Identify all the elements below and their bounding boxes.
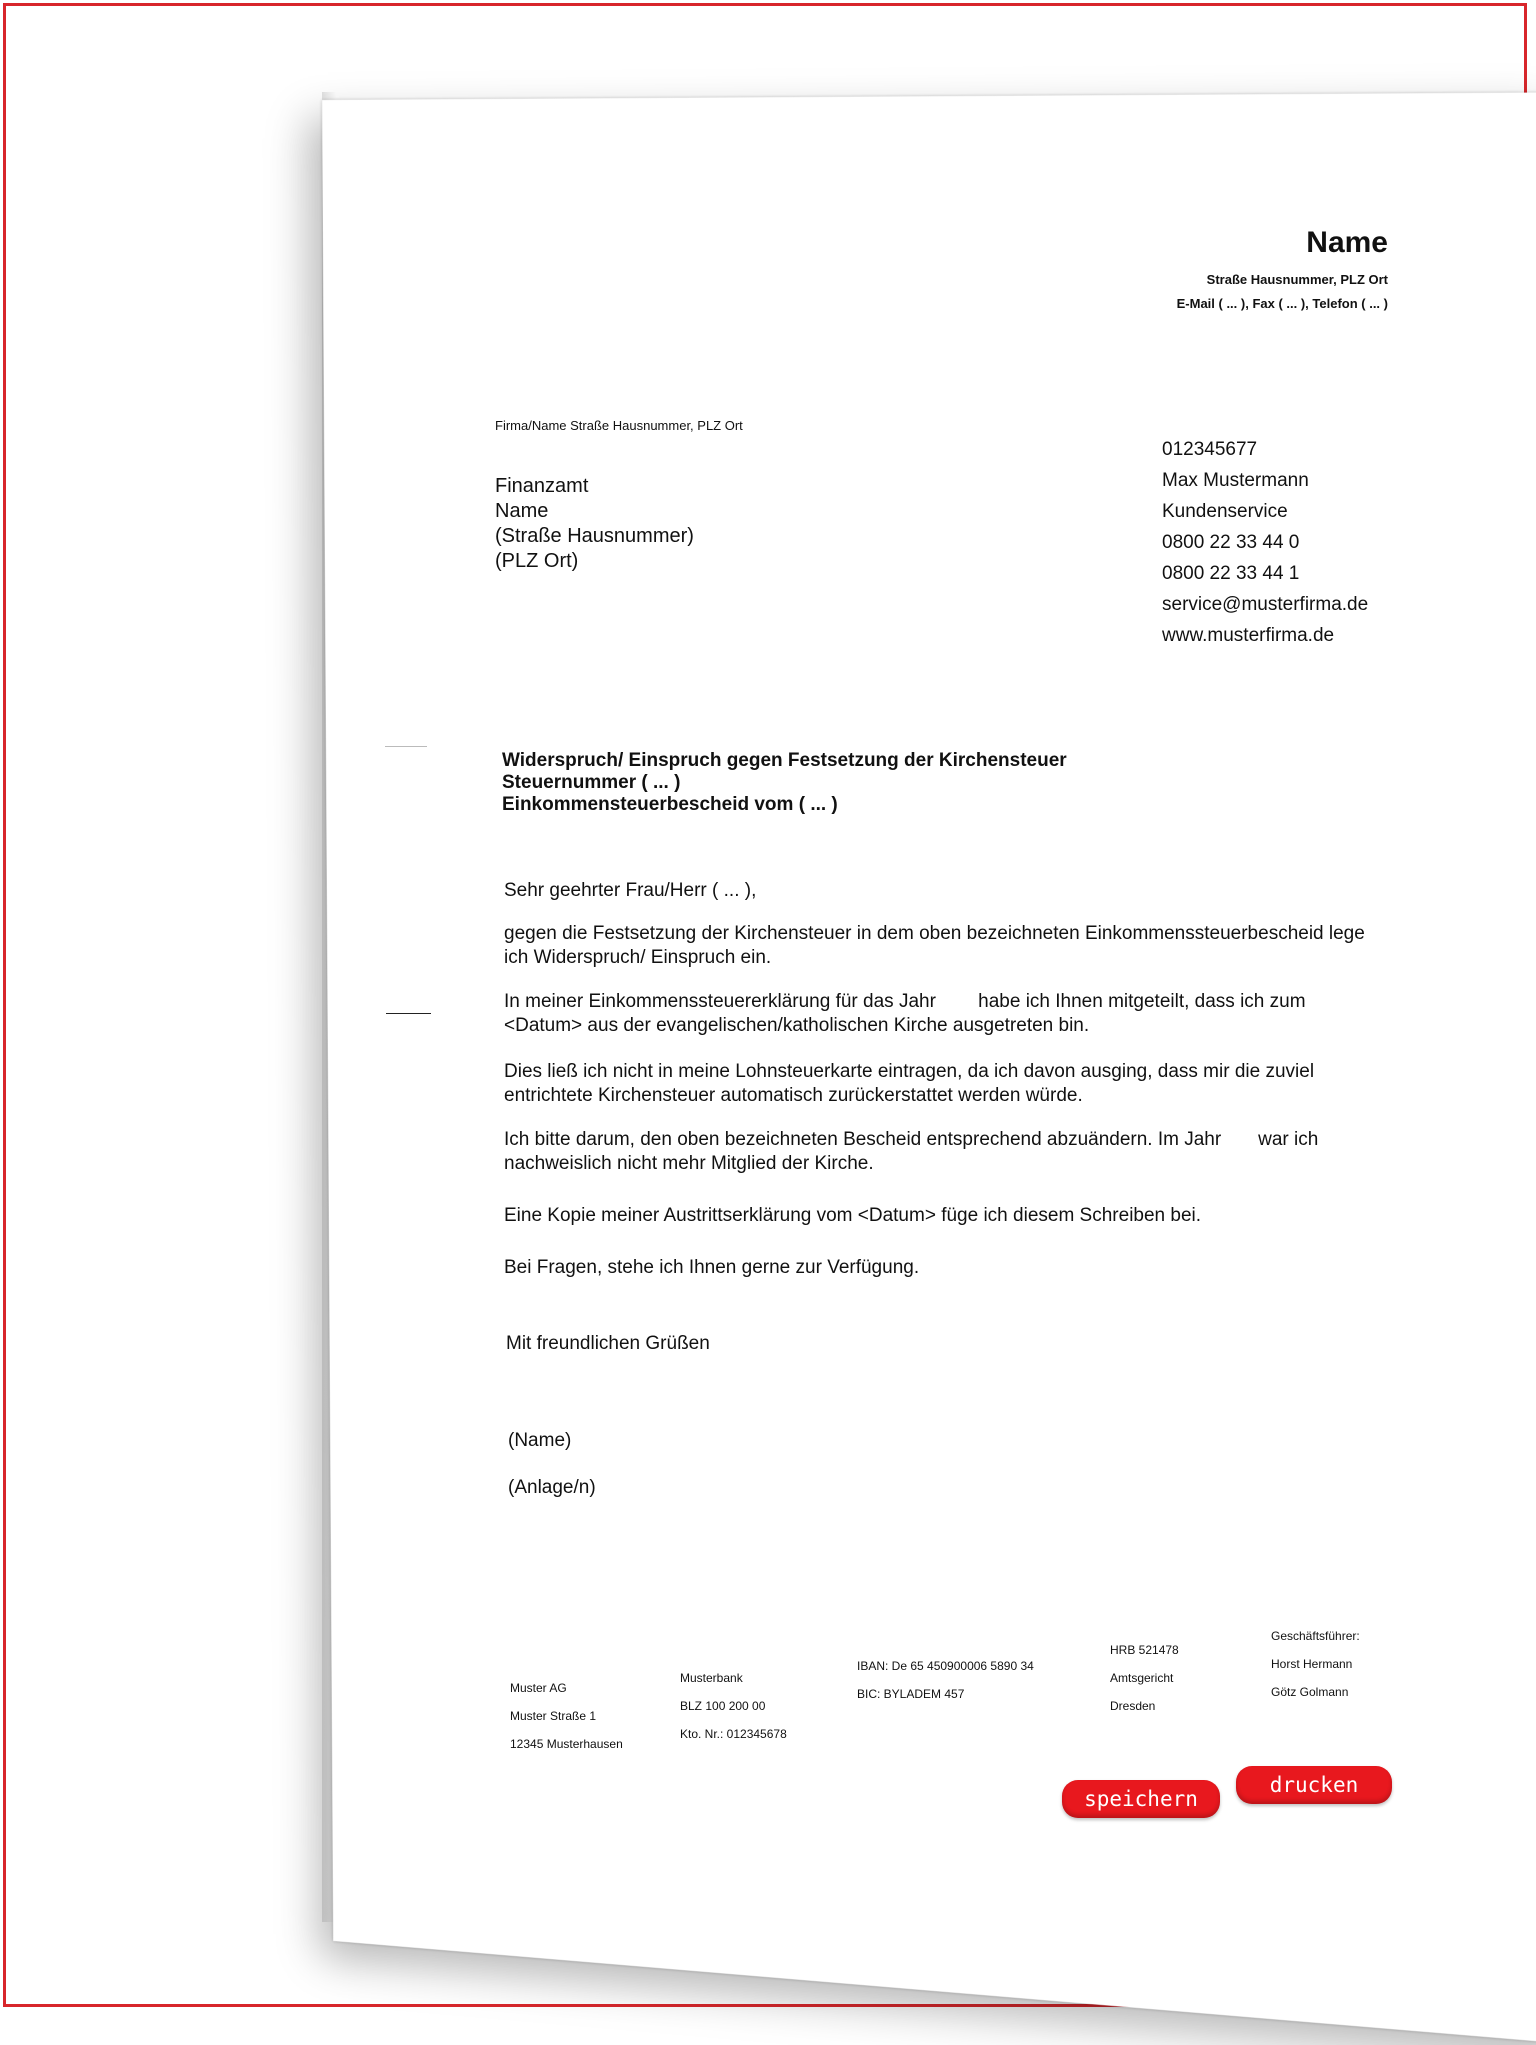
attachment-note: (Anlage/n) (508, 1477, 596, 1498)
print-button[interactable]: drucken (1236, 1766, 1392, 1804)
footer-management (1271, 1622, 1360, 1706)
recipient-line: Name (495, 500, 549, 522)
recipient-line: (PLZ Ort) (495, 550, 579, 572)
paragraph-line: In meiner Einkommenssteuererklärung für das Jahr habe ich Ihnen mitgeteilt, dass ich zum (504, 991, 1306, 1012)
contact-line: www.musterfirma.de (1162, 625, 1335, 646)
subject-line: Widerspruch/ Einspruch gegen Festsetzung der Kirchensteuer (502, 750, 1067, 771)
contact-block (1162, 434, 1368, 651)
contact-line: 012345677 (1162, 439, 1258, 460)
footer-register (1110, 1636, 1179, 1720)
footer-company (510, 1674, 623, 1758)
footer-line: Dresden (1110, 1699, 1156, 1713)
footer-line: BIC: BYLADEM 457 (857, 1687, 965, 1701)
paragraph (504, 1204, 1201, 1228)
paragraph-line: gegen die Festsetzung der Kirchensteuer in dem oben bezeichneten Einkommenssteuerbescheid lege (504, 923, 1365, 944)
paragraph (504, 990, 1306, 1038)
save-button[interactable]: speichern (1062, 1780, 1220, 1818)
footer-line: 12345 Musterhausen (510, 1737, 623, 1751)
paragraph (504, 1256, 919, 1280)
recipient-block (495, 474, 694, 574)
footer-line: Geschäftsführer: (1271, 1629, 1360, 1643)
footer-line: Musterbank (680, 1671, 743, 1685)
sender-address: Straße Hausnummer, PLZ Ort (1206, 272, 1388, 287)
contact-line: Max Mustermann (1162, 470, 1309, 491)
closing: Mit freundlichen Grüßen (506, 1333, 710, 1354)
contact-line: Kundenservice (1162, 501, 1288, 522)
paragraph-line: Bei Fragen, stehe ich Ihnen gerne zur Verfügung. (504, 1257, 920, 1278)
return-address: Firma/Name Straße Hausnummer, PLZ Ort (495, 418, 743, 433)
paragraph-line: ich Widerspruch/ Einspruch ein. (504, 947, 772, 968)
fold-mark (386, 1013, 431, 1014)
subject-line: Einkommensteuerbescheid vom ( ... ) (502, 794, 838, 815)
paragraph-line: Eine Kopie meiner Austrittserklärung vom <Datum> füge ich diesem Schreiben bei. (504, 1205, 1202, 1226)
sender-name: Name (1306, 226, 1388, 259)
sender-contact-line: E-Mail ( ... ), Fax ( ... ), Telefon ( ... ) (1176, 296, 1388, 311)
footer-line: HRB 521478 (1110, 1643, 1179, 1657)
footer-line: Amtsgericht (1110, 1671, 1174, 1685)
recipient-line: Finanzamt (495, 475, 589, 497)
paragraph (504, 922, 1365, 970)
footer-line: BLZ 100 200 00 (680, 1699, 766, 1713)
signature-name: (Name) (508, 1430, 572, 1451)
subject-block (502, 750, 1067, 816)
footer-bank (680, 1664, 787, 1748)
paragraph-line: <Datum> aus der evangelischen/katholischen Kirche ausgetreten bin. (504, 1015, 1090, 1036)
paragraph (504, 1060, 1314, 1108)
footer-line: Muster Straße 1 (510, 1709, 597, 1723)
footer-line: Götz Golmann (1271, 1685, 1349, 1699)
paragraph-line: Ich bitte darum, den oben bezeichneten Bescheid entsprechend abzuändern. Im Jahr war ich (504, 1129, 1319, 1150)
contact-line: 0800 22 33 44 1 (1162, 563, 1300, 584)
subject-line: Steuernummer ( ... ) (502, 772, 681, 793)
recipient-line: (Straße Hausnummer) (495, 525, 694, 547)
contact-line: service@musterfirma.de (1162, 594, 1369, 615)
footer-line: Horst Hermann (1271, 1657, 1353, 1671)
salutation: Sehr geehrter Frau/Herr ( ... ), (504, 880, 757, 901)
footer-line: Kto. Nr.: 012345678 (680, 1727, 787, 1741)
footer-iban (857, 1652, 1034, 1708)
footer-line: Muster AG (510, 1681, 567, 1695)
paragraph (504, 1128, 1318, 1176)
contact-line: 0800 22 33 44 0 (1162, 532, 1300, 553)
fold-mark (385, 746, 427, 747)
paragraph-line: Dies ließ ich nicht in meine Lohnsteuerkarte eintragen, da ich davon ausging, dass mir die zuviel (504, 1061, 1315, 1082)
footer-line: IBAN: De 65 450900006 5890 34 (857, 1659, 1034, 1673)
paragraph-line: nachweislich nicht mehr Mitglied der Kirche. (504, 1153, 874, 1174)
paragraph-line: entrichtete Kirchensteuer automatisch zurückerstattet werden würde. (504, 1085, 1083, 1106)
